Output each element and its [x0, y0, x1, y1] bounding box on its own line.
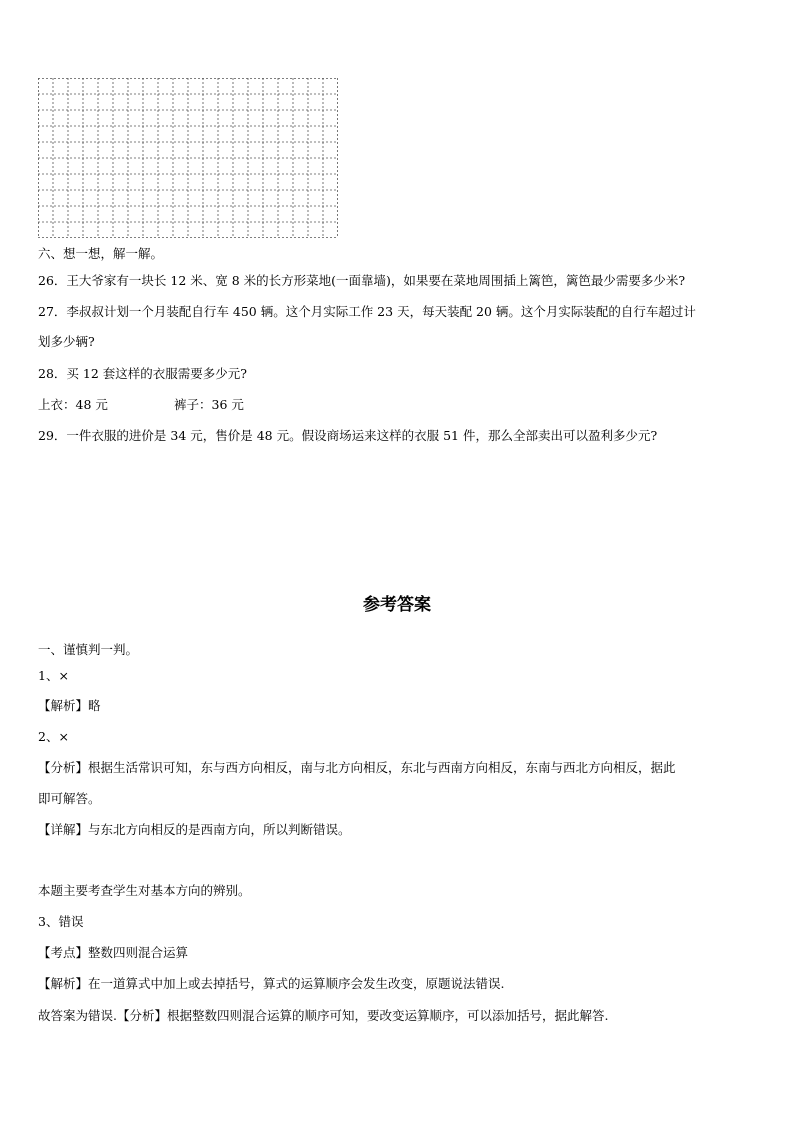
question-27-line-1: 27．李叔叔计划一个月装配自行车 450 辆。这个月实际工作 23 天，每天装配 20 辆。这个月实际装配的自行车超过计 — [38, 304, 696, 319]
question-28: 28．买 12 套这样的衣服需要多少元? — [38, 366, 247, 381]
answer-1-analysis: 【解析】略 — [38, 698, 101, 713]
dashed-square-grid — [38, 78, 338, 238]
answer-3-point: 【考点】整数四则混合运算 — [38, 945, 189, 960]
answer-section-1-heading: 一、谨慎判一判。 — [38, 642, 139, 657]
price-top-label: 上衣：48 元 — [38, 397, 108, 412]
answer-3-analysis: 【解析】在一道算式中加上或去掉括号，算式的运算顺序会发生改变，原题说法错误. — [38, 976, 505, 991]
answer-3: 3、错误 — [38, 914, 84, 929]
price-pants-label: 裤子：36 元 — [174, 397, 244, 412]
answer-2: 2、× — [38, 729, 69, 744]
answer-2-note: 本题主要考查学生对基本方向的辨别。 — [38, 883, 251, 898]
answer-3-conclusion: 故答案为错误.【分析】根据整数四则混合运算的顺序可知，要改变运算顺序，可以添加括号，据此解答. — [38, 1008, 609, 1023]
question-29: 29．一件衣服的进价是 34 元，售价是 48 元。假设商场运来这样的衣服 51 件，那么全部卖出可以盈利多少元? — [38, 428, 658, 443]
question-26: 26．王大爷家有一块长 12 米、宽 8 米的长方形菜地(一面靠墙)，如果要在菜地周围插上篱笆，篱笆最少需要多少米? — [38, 273, 686, 288]
answer-2-analysis-line-2: 即可解答。 — [38, 791, 101, 806]
answer-key-title: 参考答案 — [363, 595, 431, 615]
answer-1: 1、× — [38, 668, 69, 683]
answer-2-detail: 【详解】与东北方向相反的是西南方向，所以判断错误。 — [38, 822, 351, 837]
section-6-heading: 六、想一想，解一解。 — [38, 246, 164, 261]
answer-2-analysis-line-1: 【分析】根据生活常识可知，东与西方向相反，南与北方向相反，东北与西南方向相反，东南与西北方向相反，据此 — [38, 760, 676, 775]
question-27-line-2: 划多少辆? — [38, 334, 95, 349]
